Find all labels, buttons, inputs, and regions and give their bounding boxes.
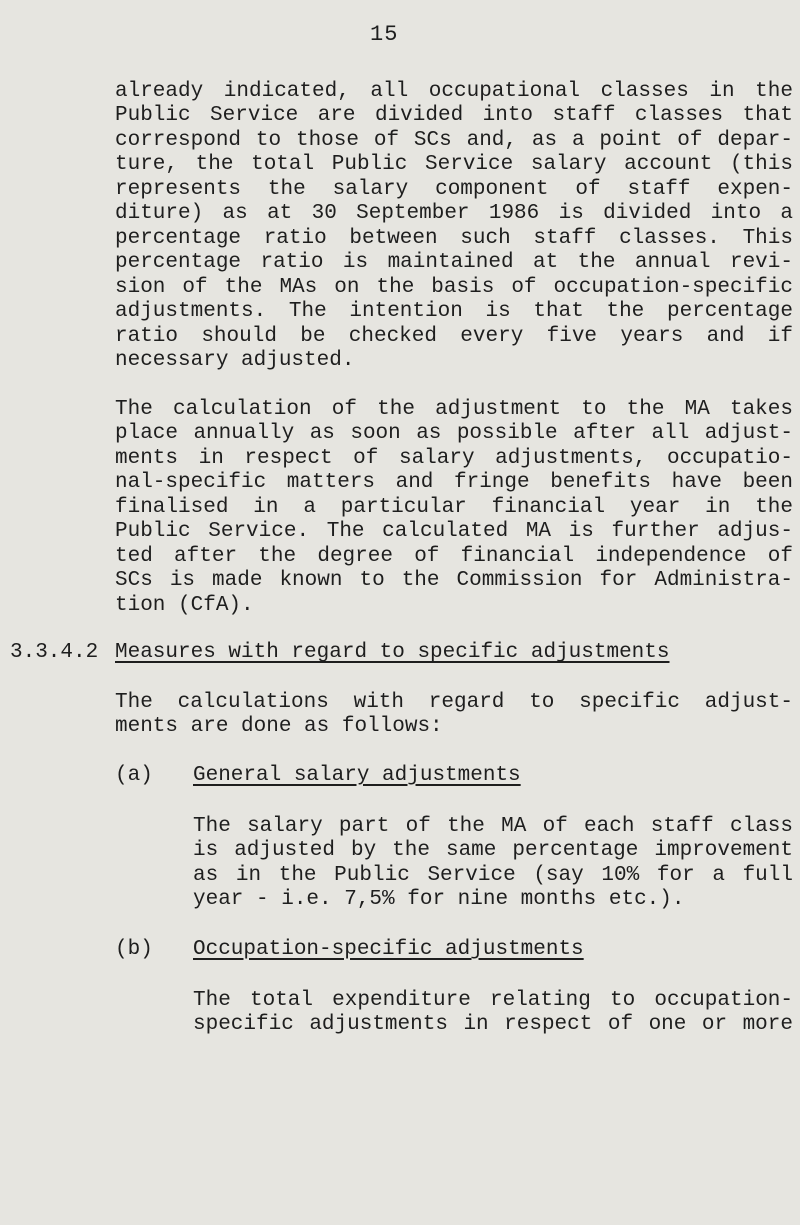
text-line: percentage ratio between such staff classes. This — [115, 226, 793, 250]
text-line: ted after the degree of financial independence of — [115, 544, 793, 568]
text-line: as in the Public Service (say 10% for a full — [193, 863, 793, 887]
text-line: sion of the MAs on the basis of occupation-specific — [115, 275, 793, 299]
text-line: The calculations with regard to specific adjust- — [115, 690, 793, 714]
section-heading: Measures with regard to specific adjustments — [115, 641, 670, 665]
section-number: 3.3.4.2 — [10, 641, 99, 665]
page-number: 15 — [370, 22, 399, 47]
text-line: finalised in a particular financial year in the — [115, 495, 793, 519]
text-line: The salary part of the MA of each staff class — [193, 814, 793, 838]
text-line: percentage ratio is maintained at the annual revi- — [115, 251, 793, 275]
text-line: represents the salary component of staff expen- — [115, 177, 793, 201]
text-line: necessary adjusted. — [115, 349, 355, 373]
item-label: (b) — [115, 937, 153, 961]
text-line: year - i.e. 7,5% for nine months etc.). — [193, 888, 685, 912]
text-line: Public Service. The calculated MA is further adjus- — [115, 520, 793, 543]
text-line: ture, the total Public Service salary account (this — [115, 153, 793, 177]
text-line: is adjusted by the same percentage improvement — [193, 839, 793, 863]
text-line: place annually as soon as possible after all adjust- — [115, 422, 793, 445]
text-line: nal-specific matters and fringe benefits have been — [115, 471, 793, 494]
text-line: Public Service are divided into staff classes that — [115, 104, 793, 128]
text-line: diture) as at 30 September 1986 is divided into a — [115, 202, 793, 226]
text-line: The calculation of the adjustment to the MA takes — [115, 397, 793, 421]
item-label: (a) — [115, 763, 153, 787]
text-line: adjustments. The intention is that the percentage — [115, 300, 793, 324]
item-heading: Occupation-specific adjustments — [193, 937, 584, 961]
text-line: SCs is made known to the Commission for Administra- — [115, 569, 793, 592]
item-heading: General salary adjustments — [193, 763, 521, 787]
text-line: specific adjustments in respect of one or more — [193, 1013, 793, 1037]
text-line: already indicated, all occupational classes in the — [115, 79, 793, 103]
text-line: ratio should be checked every five years and if — [115, 324, 793, 348]
text-line: correspond to those of SCs and, as a point of depar- — [115, 128, 793, 152]
text-line: tion (CfA). — [115, 593, 254, 617]
text-line: ments in respect of salary adjustments, occupatio- — [115, 446, 793, 470]
text-line: ments are done as follows: — [115, 715, 443, 739]
text-line: The total expenditure relating to occupation- — [193, 988, 793, 1012]
